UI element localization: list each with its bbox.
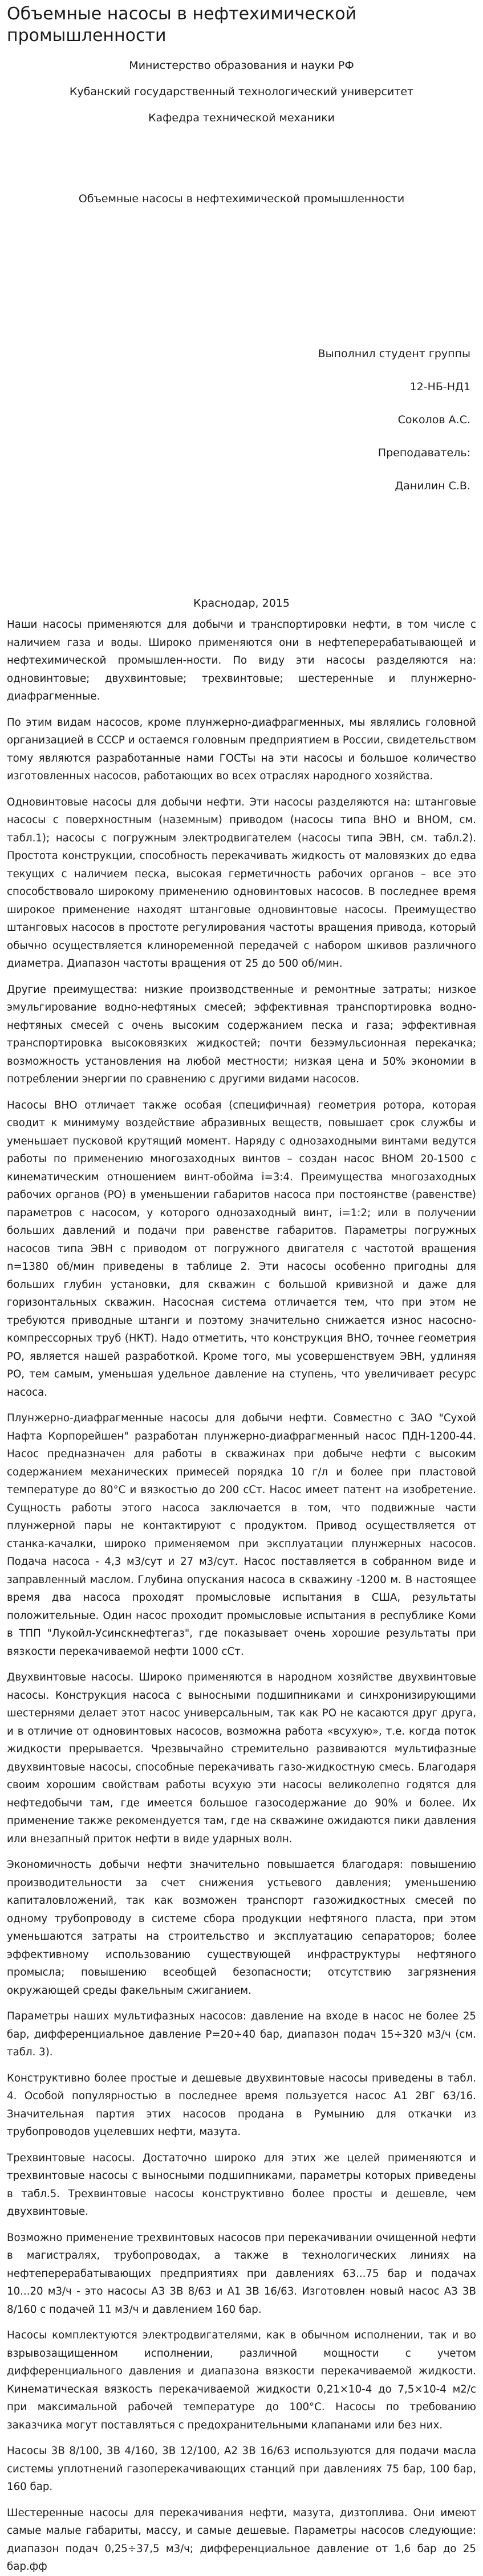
author-name: Соколов А.С. [397,414,470,426]
paragraph: Наши насосы применяются для добычи и транспортировки нефти, в том числе с наличием газа и воды. Широко применяются они в нефтеперерабатывающей и нефтехимической промышлен-ности. По виду эти насосы разделяются на: одновинтовые; двухвинтовые; трехвинтовые; шестеренные и плунжерно-диафрагменные. [7,619,476,702]
paragraph: Насосы комплектуются электродвигателями, как в обычном исполнении, так и во взрывозащищенном исполнении, различной мощности с учетом дифференциального давления и диапазона вязкости перекачиваемой жидкости. Кинематическая вязкость перекачиваемой жидкости 0,21×10-4 до 7,5×10-4 м2/с при максимальной рабочей температуре до 100°С. Насосы по требованию заказчика могут поставляться с предохранительными клапанами или без них. [7,2329,476,2431]
paragraph: Плунжерно-диафрагменные насосы для добычи нефти. Совместно с ЗАО "Сухой Нафта Корпорейшен" разработан плунжерно-диафрагменный насос ПДН-1200-44. Насос предназначен для работы в скважинах при добыче нефти с высоким содержанием механических примесей порядка 10 г/л и более при пластовой температуре до 80°С и вязкостью до 200 сСт. Насос имеет патент на изобретение. Сущность работы этого насоса заключается в том, что подвижные части плунжерной пары не контактируют с продуктом. Привод осуществляется от станка-качалки, широко применяемом при эксплуатации плунжерных насосов. Подача насоса - 4,3 м3/сут и 27 м3/сут. Насос поставляется в собранном виде и заправленный маслом. Глубина опускания насоса в скважину -1200 м. В настоящее время два насоса проходят промысловые испытания в США, результаты положительные. Один насос проходит промысловые испытания в республике Коми в ТПП "Лукойл-Усинскнефтегаз", где показывает очень хорошие результаты при вязкости перекачиваемой нефти 1000 сСт. [7,1412,476,1658]
document-title: Объемные насосы в нефтехимической промышленности [7,4,357,46]
body-text [7,616,476,2576]
paragraph: Другие преимущества: низкие производственные и ремонтные затраты; низкое эмульгирование водно-нефтяных смесей; эффективная транспортировка водно-нефтяных смесей с очень высоким содержанием песка и газа; эффективная транспортировка высоковязких жидкостей; почти безэмульсионная перекачка; возможность установления на любой местности; низкая цена и 50% экономии в потреблении энергии по сравнению с другими видами насосов. [7,983,476,1085]
ministry-line: Министерство образования и науки РФ [129,59,354,72]
city-year: Краснодар, 2015 [193,597,290,610]
paragraph: Одновинтовые насосы для добычи нефти. Эти насосы разделяются на: штанговые насосы с поверхностным (наземным) приводом (насосы типа ВНО и ВНОМ, см. табл.1); насосы с погружным электродвигателем (насосы типа ЭВН, см. табл.2). Простота конструкции, способность перекачивать жидкость от маловязких до едва текущих с наличием песка, высокая герметичность рабочих органов – все это способствовало широкому применению одновинтовых насосов. В последнее время широкое применение находят штанговые одновинтовые насосы. Преимущество штанговых насосов в простоте регулирования частоты вращения привода, который обычно осуществляется клиноременной передачей с набором шкивов различного диаметра. Диапазон частоты вращения от 25 до 500 об/мин. [7,796,476,970]
paragraph: Конструктивно более простые и дешевые двухвинтовые насосы приведены в табл. 4. Особой популярностью в последнее время пользуется насос А1 2ВГ 63/16. Значительная партия этих насосов продана в Румынию для откачки из трубопроводов уцелевших нефти, мазута. [7,2072,476,2138]
paragraph: Насосы 3В 8/100, 3В 4/160, 3В 12/100, А2 3В 16/63 используются для подачи масла системы уплотнений газоперекачивающих станций при давлениях 75 бар, 100 бар, 160 бар. [7,2445,476,2493]
author-label: Выполнил студент группы [318,347,470,360]
department-line: Кафедра технической механики [148,112,335,124]
author-block [7,337,476,502]
teacher-name: Данилин С.В. [395,480,470,492]
report-subtitle: Объемные насосы в нефтехимической промышленности [78,193,405,205]
teacher-label: Преподаватель: [378,447,470,459]
paragraph: Возможно применение трехвинтовых насосов при перекачивании очищенной нефти в магистралях, трубопроводах, а также в технологических линиях на нефтеперерабатывающих предприятиях при давлениях 63...75 бар и подачах 10...20 м3/ч - это насосы А3 3В 8/63 и А1 3В 16/63. Изготовлен новый насос А3 3В 8/160 с подачей 11 м3/ч и давлением 160 бар. [7,2231,476,2316]
university-line: Кубанский государственный технологический университет [69,85,414,98]
paragraph: Двухвинтовые насосы. Широко применяются в народном хозяйстве двухвинтовые насосы. Конструкция насоса с выносными подшипниками и синхронизирующими шестернями делает этот насос универсальным, так как РО не касаются друг друга, и в отличие от одновинтовых насосов, возможна работа «всухую», т.е. когда поток жидкости прерывается. Чрезвычайно стремительно развиваются мультифазные двухвинтовые насосы, способные перекачивать газо-жидкостную смесь. Благодаря своим хорошим свойствам работы всухую эти насосы великолепно годятся для нефтедобычи там, где имеется большое газосодержание до 90% и более. Их применение также рекомендуется там, где на скважине ожидаются пики давления или внезапный приток нефти в виде ударных волн. [7,1671,476,1845]
student-group: 12-НБ-НД1 [409,381,470,393]
paragraph: Трехвинтовые насосы. Достаточно широко для этих же целей применяются и трехвинтовые насосы с выносными подшипниками, параметры которых приведены в табл.5. Трехвинтовые насосы конструктивно более просты и дешевле, чем двухвинтовые. [7,2152,476,2218]
paragraph: По этим видам насосов, кроме плунжерно-диафрагменных, мы являлись головной организацией в СССР и остаемся головным предприятием в России, свидетельством тому являются разработанные нами ГОСТы на эти насосы и большое количество изготовленных насосов, работающих во всех отраслях народного хозяйства. [7,716,476,782]
paragraph: Параметры наших мультифазных насосов: давление на входе в насос не более 25 бар, дифференциальное давление P=20÷40 бар, диапазон подач 15÷320 м3/ч (см. табл. 3). [7,2010,476,2058]
paragraph: Экономичность добычи нефти значительно повышается благодаря: повышению производительности за счет снижения устьевого давления; уменьшению капиталовложений, так как возможен транспорт газожидкостных смесей по одному трубопроводу в системе сбора продукции нефтяного пласта, при этом уменьшаются затраты на строительство и эксплуатацию сепараторов; более эффективному использованию существующей инфраструктуры нефтяного промысла; повышению всеобщей безопасности; отсутствию загрязнения окружающей среды факельным сжиганием. [7,1859,476,1997]
title-block [7,52,476,212]
paragraph: Шестеренные насосы для перекачивания нефти, мазута, дизтоплива. Они имеют самые малые габариты, массу, и самые дешевые. Параметры насосов следующие: диапазон подач 0,25÷37,5 м3/ч; дифференциальное давление от 1,6 бар до 25 бар.фф [7,2507,476,2573]
paragraph: Насосы ВНО отличает также особая (специфичная) геометрия ротора, которая сводит к минимуму воздействие абразивных веществ, повышает срок службы и уменьшает пусковой крутящий момент. Наряду с однозаходными винтами ведутся работы по применению многозаходных винтов – создан насос ВНОМ 20-1500 с кинематическим отношением винт-обойма i=3:4. Преимущества многозаходных рабочих органов (РО) в уменьшении габаритов насоса при постоянстве (равенстве) параметров с насосом, у которого однозаходный винт, i=1:2; или в получении больших давлений и подачи при равенстве габаритов. Параметры погружных насосов типа ЭВН с приводом от погружного двигателя с частотой вращения n=1380 об/мин приведены в таблице 2. Эти насосы особенно пригодны для больших глубин установки, для скважин с большой кривизной и даже для горизонтальных скважин. Насосная система отличается тем, что при этом не требуются приводные штанги и поэтому значительно снижается износ насосно-компрессорных труб (НКТ). Надо отметить, что конструкция ВНО, точнее геометрия РО, является нашей разработкой. Кроме того, мы усовершенствуем ЭВН, удлиняя РО, тем самым, уменьшая удельное давление на ступень, что увеличивает ресурс насоса. [7,1099,476,1399]
